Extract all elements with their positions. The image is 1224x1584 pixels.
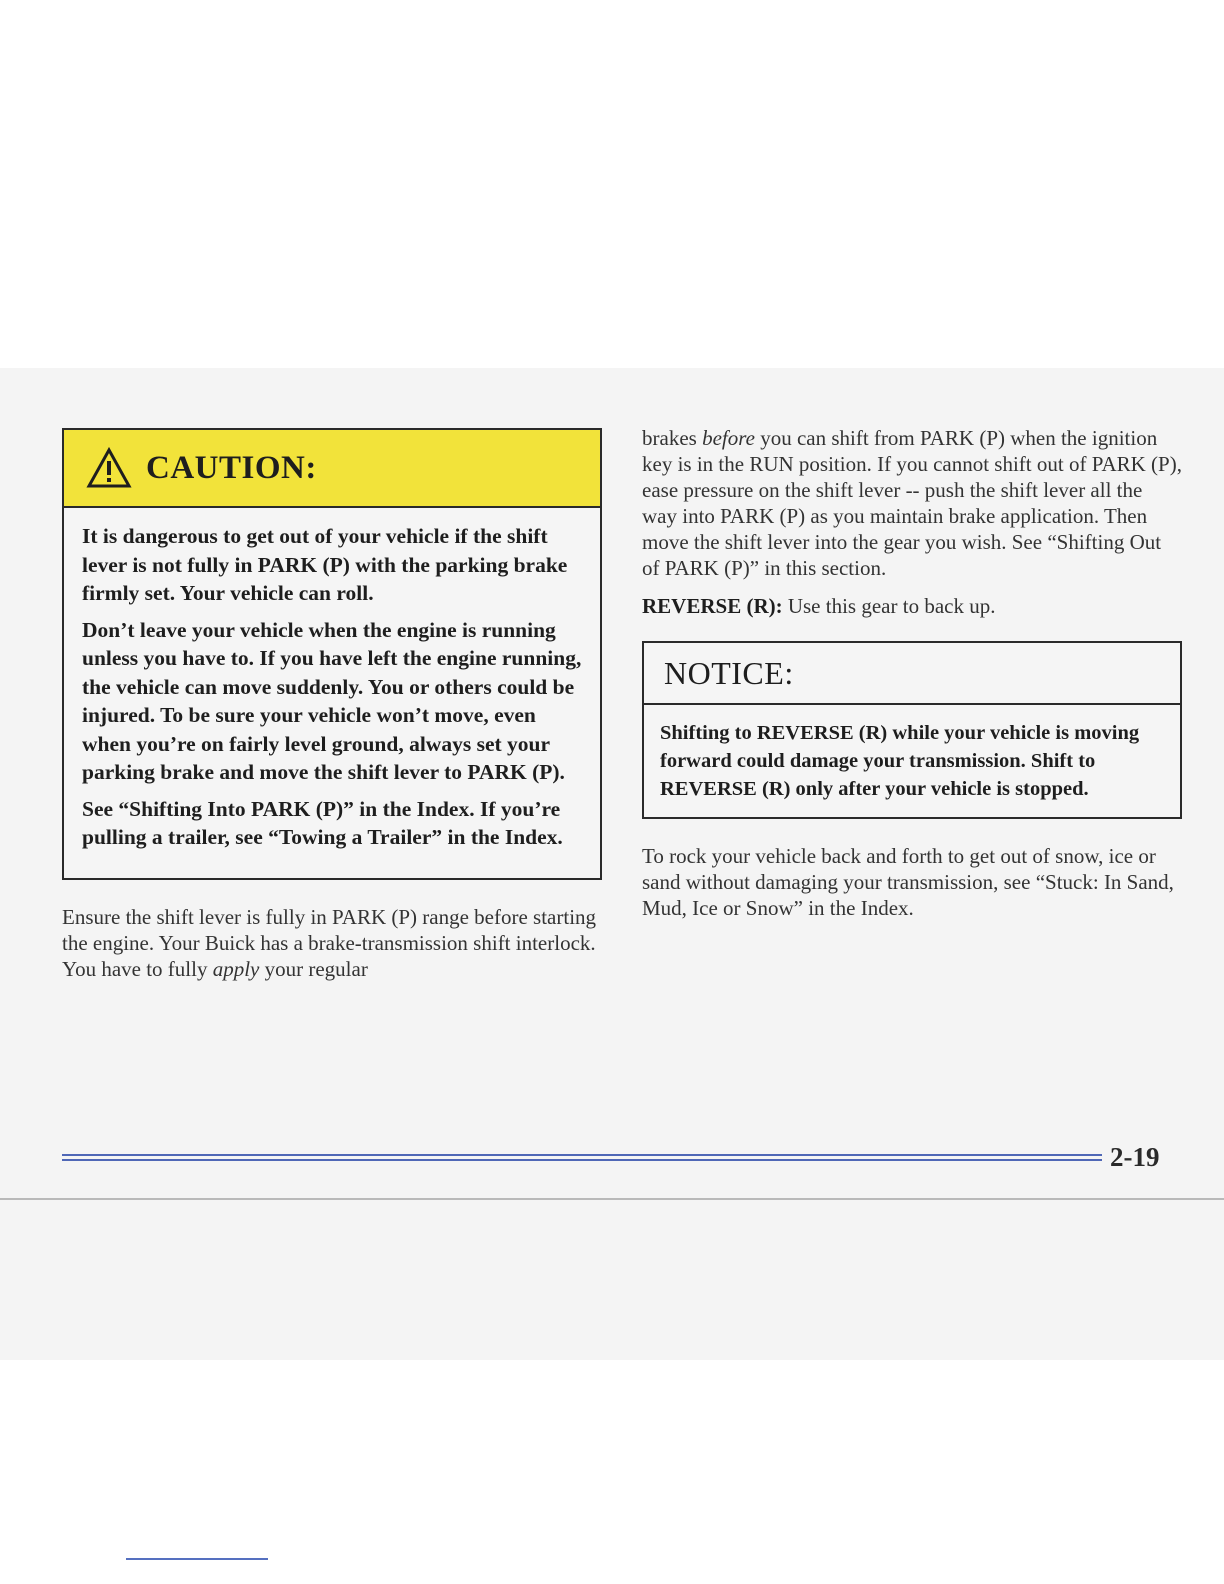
footer-rule — [62, 1154, 1102, 1164]
reverse-text: Use this gear to back up. — [782, 594, 996, 618]
reverse-label: REVERSE (R): — [642, 594, 783, 618]
notice-title: NOTICE: — [664, 654, 794, 691]
left-text-part2: your regular — [259, 956, 368, 981]
caution-box — [62, 428, 602, 880]
caution-paragraph: It is dangerous to get out of your vehicle if the shift lever is not fully in PARK (P) with the parking brake firmly set. Your vehicle can roll. — [82, 524, 568, 605]
caution-paragraph: See “Shifting Into PARK (P)” in the Index. If you’re pulling a trailer, see “Towing a Trailer” in the Index. — [82, 796, 563, 849]
notice-header — [644, 643, 1180, 705]
notice-body — [644, 705, 1180, 817]
right-text-emphasis: before — [702, 426, 755, 450]
footer-rule-line — [62, 1159, 1102, 1161]
right-column — [642, 425, 1182, 921]
left-column — [62, 428, 602, 982]
corner-mark — [126, 1558, 268, 1560]
left-text-part1: Ensure the shift lever is fully in PARK (P) range before starting the engine. Your Buick has a brake-transmission shift interlock. You have to fully — [62, 904, 597, 981]
right-text-part2: you can shift from PARK (P) when the ignition key is in the RUN position. If you cannot shift out of PARK (P), ease pressure on the shift lever -- push the shift lever all the way into PARK (P) as you maintain brake application. Then move the shift lever into the gear you wish. See “Shifting Out of PARK (P)” in this section. — [642, 426, 1182, 580]
left-body-paragraph — [62, 904, 602, 982]
caution-paragraph: Don’t leave your vehicle when the engine is running unless you have to. If you have left the engine running, the vehicle can move suddenly. You or others could be injured. To be sure your vehicle won’t move, even when you’re on fairly level ground, always set your parking brake and move the shift lever to PARK (P). — [82, 617, 582, 784]
caution-title: CAUTION: — [146, 449, 317, 486]
right-body-paragraph — [642, 425, 1182, 581]
caution-header — [64, 430, 600, 508]
notice-box — [642, 641, 1182, 819]
page-number: 2-19 — [1110, 1142, 1160, 1172]
reverse-paragraph — [642, 593, 1182, 619]
notice-paragraph: Shifting to REVERSE (R) while your vehicle is moving forward could damage your transmission. Shift to REVERSE (R) only after your vehicle is stopped. — [660, 722, 1140, 800]
caution-body — [64, 508, 600, 878]
right-text-part1: brakes — [642, 426, 703, 450]
bottom-divider — [0, 1198, 1224, 1200]
warning-triangle-icon — [86, 447, 132, 489]
after-notice-paragraph: To rock your vehicle back and forth to get out of snow, ice or sand without damaging your transmission, see “Stuck: In Sand, Mud, Ice or Snow” in the Index. — [642, 844, 1174, 920]
footer-rule-line — [62, 1154, 1102, 1156]
left-text-emphasis: apply — [212, 956, 260, 981]
